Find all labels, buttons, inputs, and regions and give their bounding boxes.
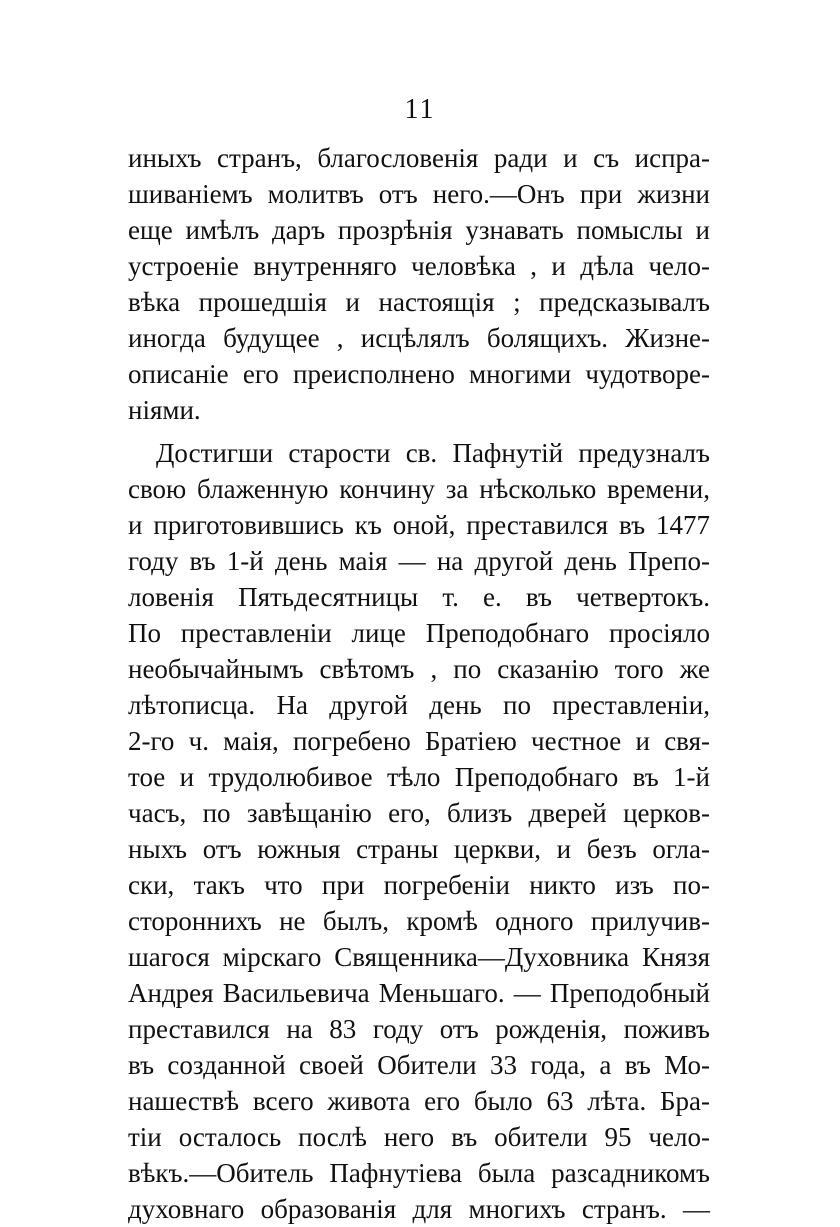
text-line: необычайнымъ свѣтомъ , по сказанію того же	[128, 654, 710, 684]
paragraph-2	[128, 435, 710, 1227]
text-line: свою блаженную кончину за нѣсколько времени,	[128, 474, 710, 504]
text-line: 2-го ч. маія, погребено Братіею честное и свя-	[128, 726, 710, 756]
text-line: иныхъ странъ, благословенія ради и съ испра-	[128, 143, 710, 173]
text-line: нашествѣ всего живота его было 63 лѣта. Бра-	[128, 1086, 710, 1116]
text-line: вѣкъ.—Обитель Пафнутіева была разсадникомъ	[128, 1158, 710, 1188]
text-line: преставился на 83 году отъ рожденія, поживъ	[128, 1014, 710, 1044]
text-line: еще имѣлъ даръ прозрѣнія узнавать помыслы и	[128, 215, 710, 245]
text-line: ски, такъ что при погребеніи никто изъ по-	[128, 870, 710, 900]
page-number: 11	[404, 94, 436, 125]
text-line: устроеніе внутренняго человѣка , и дѣла чело-	[128, 251, 710, 281]
paragraph-gap	[128, 428, 710, 435]
text-line: ніями.	[128, 395, 201, 425]
text-line: ныхъ отъ южныя страны церкви, и безъ огла-	[128, 834, 710, 864]
text-line: описаніе его преисполнено многими чудотворе-	[128, 359, 710, 389]
text-line: Достигши старости св. Пафнутій предузналъ	[156, 438, 710, 468]
text-line: Андрея Васильевича Меньшаго. — Преподобный	[128, 978, 710, 1008]
text-line: иногда будущее , исцѣлялъ болящихъ. Жизне-	[128, 323, 710, 353]
text-line: вѣка прошедшія и настоящія ; предсказывалъ	[128, 287, 710, 317]
text-line: стороннихъ не былъ, кромѣ одного прилучив-	[128, 906, 710, 936]
text-line: ловенія Пятьдесятницы т. е. въ четвертокъ.	[128, 582, 710, 612]
text-line: По преставленіи лице Преподобнаго просіяло	[128, 618, 710, 648]
text-line: году въ 1-й день маія — на другой день Препо-	[128, 546, 710, 576]
text-line: шагося мірскаго Священника—Духовника Князя	[128, 942, 710, 972]
text-line: и приготовившись къ оной, преставился въ 1477	[128, 510, 710, 540]
text-line: тіи осталось послѣ него въ обители 95 чело-	[128, 1122, 710, 1152]
text-line: духовнаго образованія для многихъ странъ. —	[128, 1194, 710, 1224]
text-line: тое и трудолюбивое тѣло Преподобнаго въ 1-й	[128, 762, 710, 792]
text-line: въ созданной своей Обители 33 года, а въ Мо-	[128, 1050, 710, 1080]
text-line: шиваніемъ молитвъ отъ него.—Онъ при жизни	[128, 179, 710, 209]
text-line: часъ, по завѣщанію его, близъ дверей церков-	[128, 798, 710, 828]
text-line: лѣтописца. На другой день по преставленіи,	[128, 690, 710, 720]
body-text	[128, 140, 710, 1227]
paragraph-1	[128, 140, 710, 428]
